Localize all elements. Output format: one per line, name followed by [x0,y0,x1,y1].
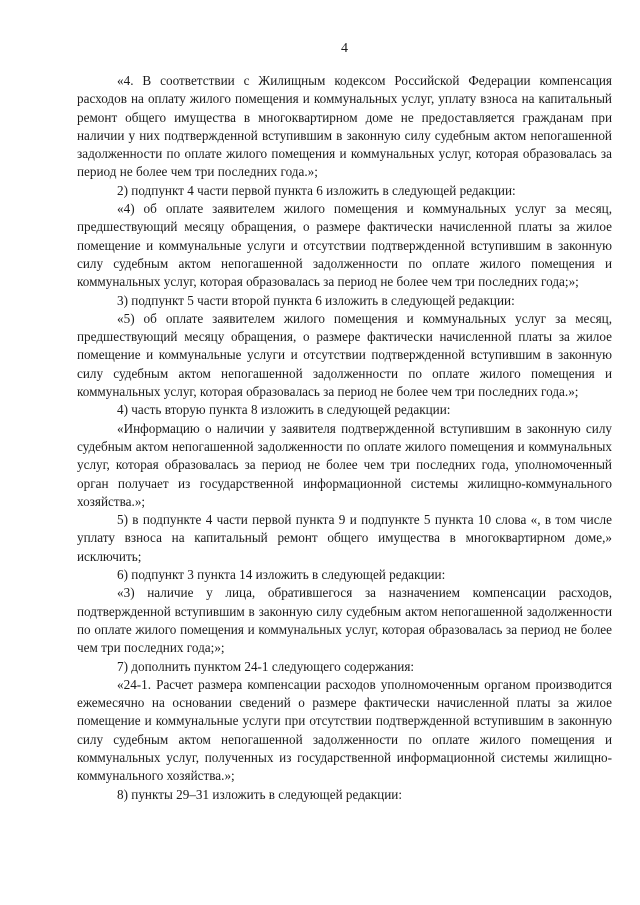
paragraph-amendment-4: 4) часть вторую пункта 8 изложить в следующей редакции: [117,402,451,418]
paragraph-amendment-3: 3) подпункт 5 части второй пункта 6 изложить в следующей редакции: [117,292,515,308]
paragraph-amendment-8: 8) пункты 29–31 изложить в следующей редакции: [117,786,402,802]
paragraph-clause-4-text: «4. В соответствии с Жилищным кодексом Российской Федерации компенсация расходов на оплату жилого помещения и коммунальных услуг, уплату взноса на капитальный ремонт общего имущества в многоквартирном доме не предоставляется гражданам при наличии у них подтвержденной вступившим в законную силу судебным актом непогашенной задолженности по оплате жилого помещения и коммунальных услуг, которая образовалась за период не более чем три последних года.»; [77,73,612,180]
paragraph-amendment-2: 2) подпункт 4 части первой пункта 6 изложить в следующей редакции: [117,182,516,198]
page-number: 4 [341,41,348,56]
paragraph-clause-24-1-text: «24-1. Расчет размера компенсации расходов уполномоченным органом производится ежемесячно на основании сведений о размере фактически начисленной платы за жилое помещение и коммунальные услуги при отсутствии подтвержденной вступившим в законную силу судебным актом непогашенной задолженности по оплате жилого помещения и коммунальных услуг, полученных из государственной информационной системы жилищно-коммунального хозяйства.»; [77,676,612,784]
paragraph-subclause-5-text: «5) об оплате заявителем жилого помещения и коммунальных услуг за месяц, предшествующий месяцу обращения, о размере фактически начисленной платы за жилое помещение и коммунальные услуги и отсутствии подтвержденной вступившим в законную силу судебным актом непогашенной задолженности по оплате жилого помещения и коммунальных услуг, которая образовалась за период не более чем три последних года.»; [77,310,612,400]
document-page [77,40,612,804]
paragraph-amendment-5: 5) в подпункте 4 части первой пункта 9 и подпункте 5 пункта 10 слова «, в том числе уплату взноса на капитальный ремонт общего имущества в многоквартирном доме,» исключить; [77,512,612,564]
paragraph-amendment-6: 6) подпункт 3 пункта 14 изложить в следующей редакции: [117,567,446,583]
paragraph-amendment-7: 7) дополнить пунктом 24-1 следующего содержания: [117,658,415,674]
paragraph-subclause-4-text: «4) об оплате заявителем жилого помещения и коммунальных услуг за месяц, предшествующий месяцу обращения, о размере фактически начисленной платы за жилое помещение и коммунальные услуги и отсутствии подтвержденной вступившим в законную силу судебным актом непогашенной задолженности по оплате жилого помещения и коммунальных услуг, которая образовалась за период не более чем три последних года;»; [77,201,612,290]
paragraph-subclause-3-text: «3) наличие у лица, обратившегося за назначением компенсации расходов, подтвержденной вступившим в законную силу судебным актом непогашенной задолженности по оплате жилого помещения и коммунальных услуг, которая образовалась за период не более чем три последних года;»; [77,585,612,656]
paragraph-clause-8-text: «Информацию о наличии у заявителя подтвержденной вступившим в законную силу судебным актом непогашенной задолженности по оплате жилого помещения и коммунальных услуг, которая образовалась за период не более чем три последних года, уполномоченный орган получает из государственной информационной системы жилищно-коммунального хозяйства.»; [77,420,612,509]
